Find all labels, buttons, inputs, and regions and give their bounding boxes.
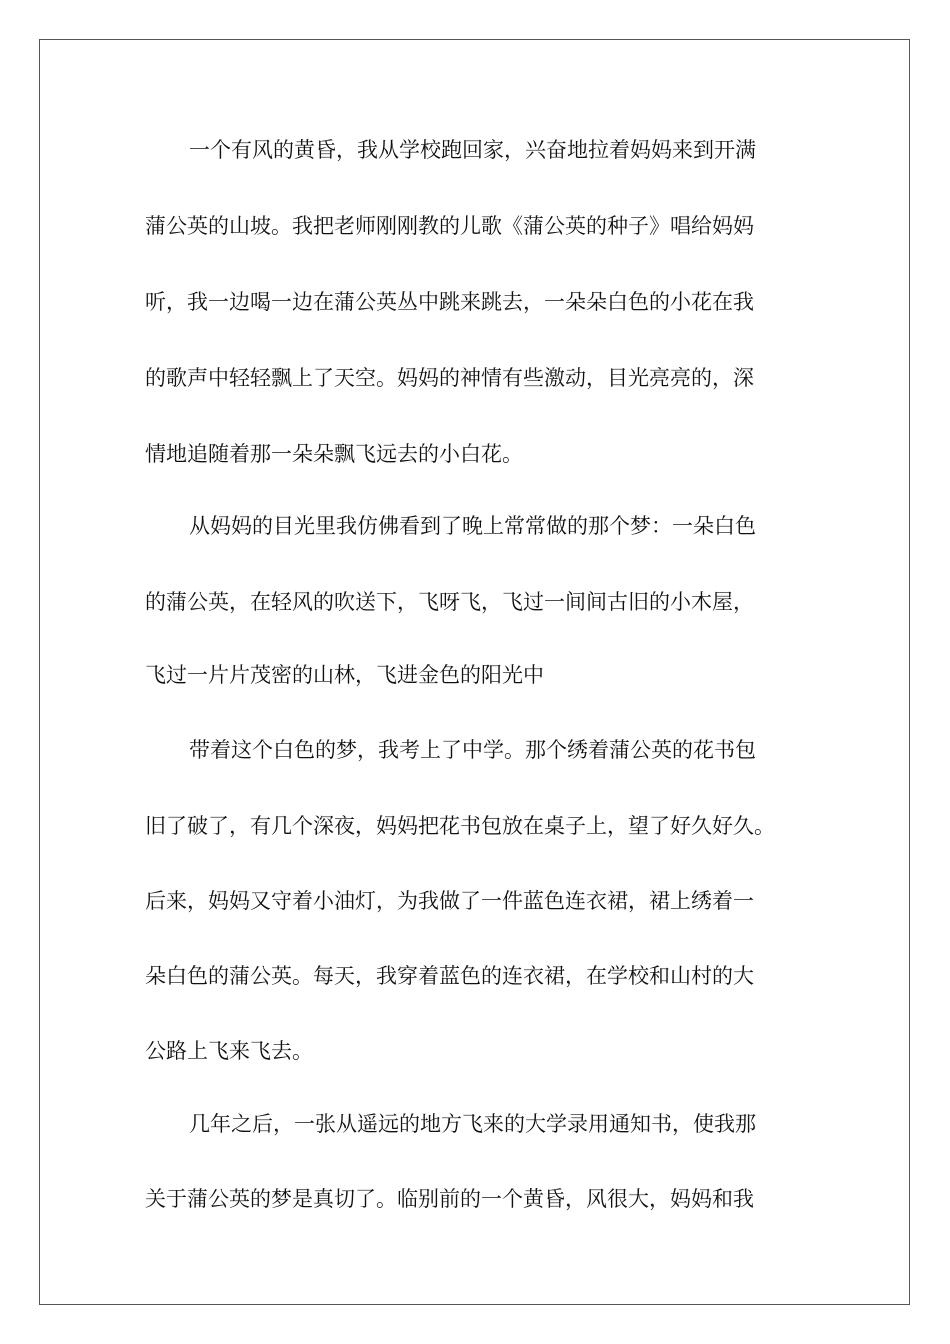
paragraph-1-line-1: 一个有风的黄昏，我从学校跑回家，兴奋地拉着妈妈来到开满 <box>189 138 756 162</box>
paragraph-1-line-2: 蒲公英的山坡。我把老师刚刚教的儿歌《蒲公英的种子》唱给妈妈 <box>145 214 754 238</box>
paragraph-4-line-2: 关于蒲公英的梦是真切了。临别前的一个黄昏，风很大，妈妈和我 <box>145 1187 754 1211</box>
paragraph-1-line-4: 的歌声中轻轻飘上了天空。妈妈的神情有些激动，目光亮亮的，深 <box>145 366 754 390</box>
paragraph-3-line-3: 后来，妈妈又守着小油灯，为我做了一件蓝色连衣裙，裙上绣着一 <box>145 889 754 913</box>
paragraph-3-line-5: 公路上飞来飞去。 <box>145 1039 313 1063</box>
paragraph-3-line-4: 朵白色的蒲公英。每天，我穿着蓝色的连衣裙，在学校和山村的大 <box>145 964 754 988</box>
paragraph-2-line-3: 飞过一片片茂密的山林，飞进金色的阳光中 <box>145 663 544 687</box>
paragraph-2-line-2: 的蒲公英，在轻风的吹送下，飞呀飞，飞过一间间古旧的小木屋， <box>145 590 754 614</box>
paragraph-3-line-1: 带着这个白色的梦，我考上了中学。那个绣着蒲公英的花书包 <box>189 738 756 762</box>
paragraph-1-line-5: 情地追随着那一朵朵飘飞远去的小白花。 <box>145 442 523 466</box>
paragraph-2-line-1: 从妈妈的目光里我仿佛看到了晚上常常做的那个梦：一朵白色 <box>189 514 756 538</box>
paragraph-4-line-1: 几年之后，一张从遥远的地方飞来的大学录用通知书，使我那 <box>189 1112 756 1136</box>
paragraph-1-line-3: 听，我一边喝一边在蒲公英丛中跳来跳去，一朵朵白色的小花在我 <box>145 290 754 314</box>
paragraph-3-line-2: 旧了破了，有几个深夜，妈妈把花书包放在桌子上，望了好久好久。 <box>145 814 775 838</box>
